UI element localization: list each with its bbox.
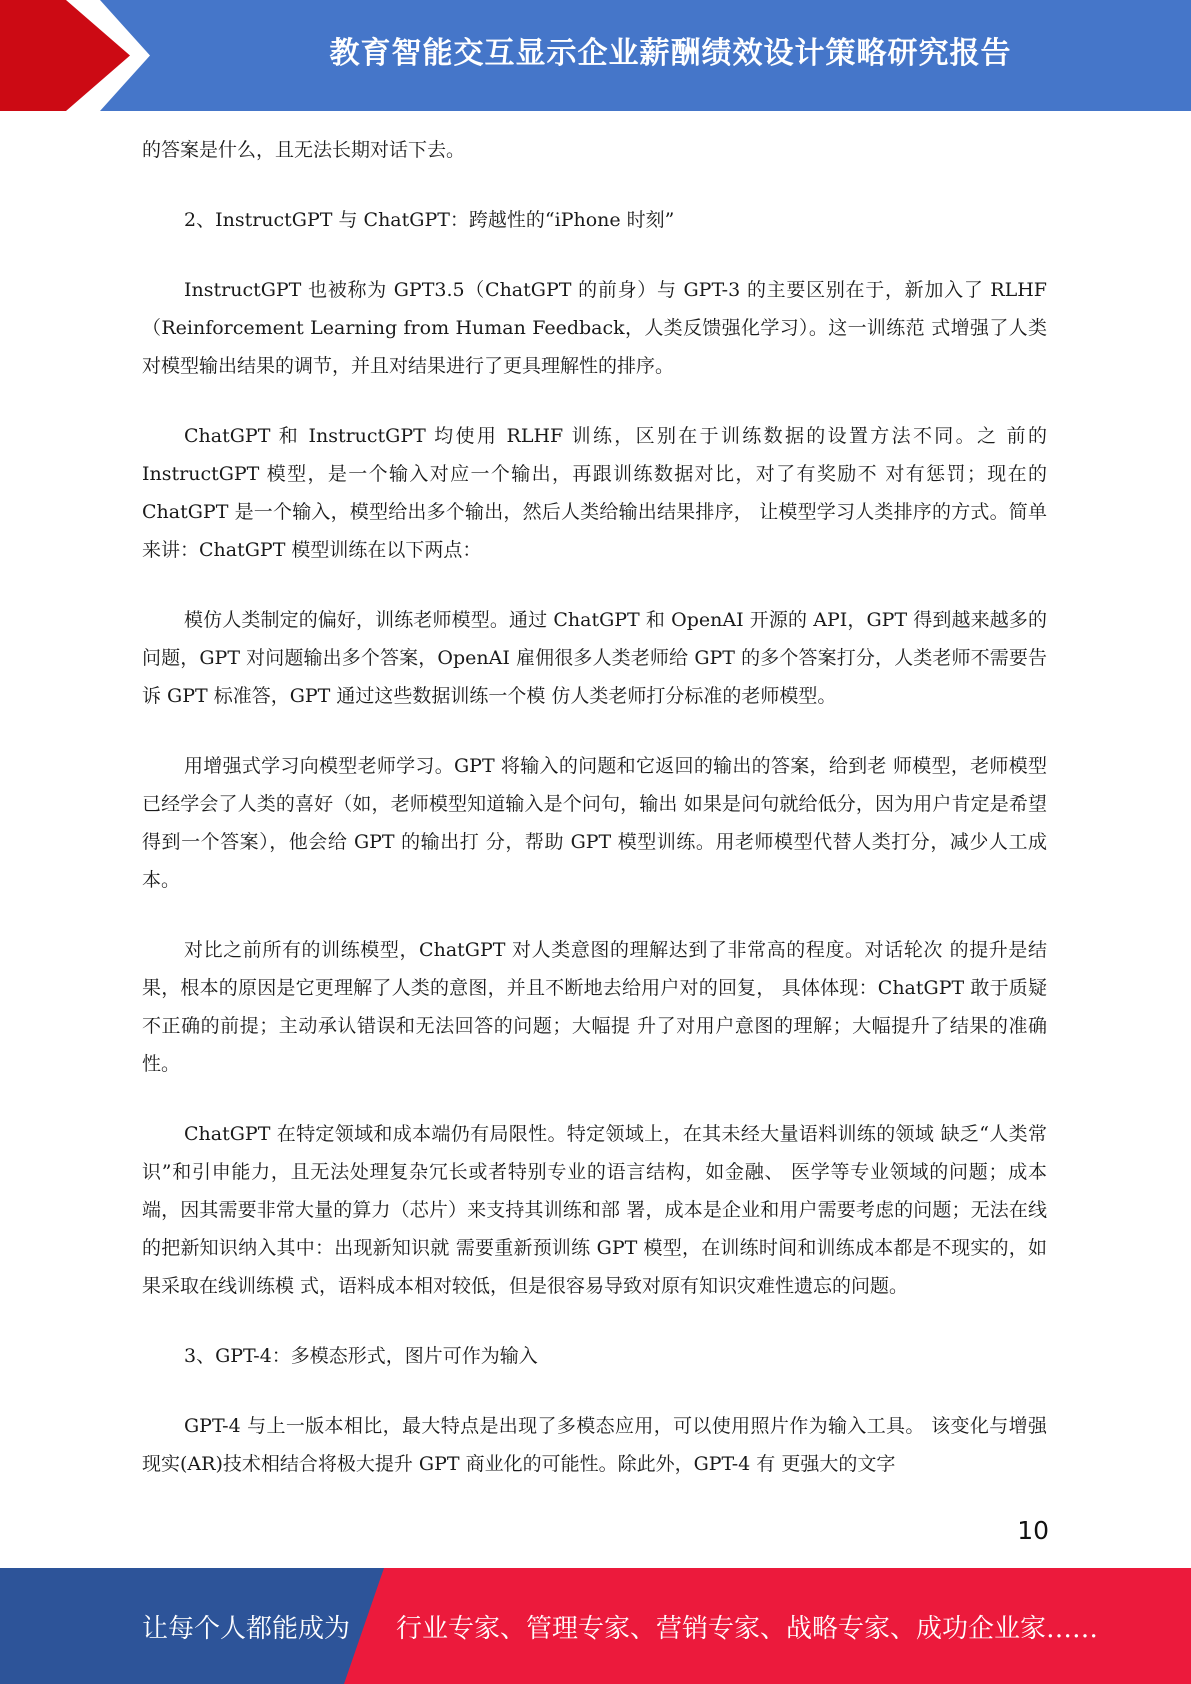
footer-slogan-left: 让每个人都能成为 bbox=[142, 1613, 351, 1644]
header-chevron-decoration bbox=[0, 0, 160, 111]
paragraph-gpt4-multimodal: GPT-4 与上一版本相比，最大特点是出现了多模态应用，可以使用照片作为输入工具。 该变化与增强现实(AR)技术相结合将极大提升 GPT 商业化的可能性。除此外，GPT-4 有 更强大的文字 bbox=[142, 1415, 1047, 1475]
paragraph-reinforcement-learning: 用增强式学习向模型老师学习。GPT 将输入的问题和它返回的输出的答案，给到老 师模型，老师模型已经学会了人类的喜好（如，老师模型知道输入是个问句，输出 如果是问句就给低分，因为用户肯定是希望得到一个答案），他会给 GPT 的输出打 分，帮助 GPT 模型训练。用老师模型代替人类打分，减少人工成本。 bbox=[142, 755, 1047, 891]
page-footer bbox=[0, 1568, 1191, 1684]
paragraph-continuation: 的答案是什么，且无法长期对话下去。 bbox=[142, 139, 466, 161]
page-header bbox=[0, 0, 1191, 111]
section-heading-instructgpt: 2、InstructGPT 与 ChatGPT：跨越性的“iPhone 时刻” bbox=[184, 209, 675, 231]
paragraph-instructgpt-rlhf: InstructGPT 也被称为 GPT3.5（ChatGPT 的前身）与 GPT-3 的主要区别在于，新加入了 RLHF（Reinforcement Learning from Human Feedback，人类反馈强化学习）。这一训练范 式增强了人类对模型输出结果的调节，并且对结果进行了更具理解性的排序。 bbox=[142, 279, 1047, 377]
footer-slogan-right: 行业专家、管理专家、营销专家、战略专家、成功企业家…… bbox=[396, 1613, 1099, 1644]
paragraph-teacher-model: 模仿人类制定的偏好，训练老师模型。通过 ChatGPT 和 OpenAI 开源的 API，GPT 得到越来越多的问题，GPT 对问题输出多个答案，OpenAI 雇佣很多人类老师给 GPT 的多个答案打分，人类老师不需要告诉 GPT 标准答，GPT 通过这些数据训练一个模 仿人类老师打分标准的老师模型。 bbox=[142, 609, 1047, 707]
paragraph-intent-understanding: 对比之前所有的训练模型，ChatGPT 对人类意图的理解达到了非常高的程度。对话轮次 的提升是结果，根本的原因是它更理解了人类的意图，并且不断地去给用户对的回复， 具体体现：ChatGPT 敢于质疑不正确的前提；主动承认错误和无法回答的问题；大幅提 升了对用户意图的理解；大幅提升了结果的准确性。 bbox=[142, 939, 1047, 1075]
section-heading-gpt4: 3、GPT-4：多模态形式，图片可作为输入 bbox=[184, 1345, 538, 1367]
paragraph-chatgpt-training: ChatGPT 和 InstructGPT 均使用 RLHF 训练，区别在于训练数据的设置方法不同。之 前的 InstructGPT 模型，是一个输入对应一个输出，再跟训练数据对比，对了有奖励不 对有惩罚；现在的 ChatGPT 是一个输入，模型给出多个输出，然后人类给输出结果排序， 让模型学习人类排序的方式。简单来讲：ChatGPT 模型训练在以下两点： bbox=[142, 425, 1047, 561]
document-body bbox=[142, 131, 1047, 1483]
report-title: 教育智能交互显示企业薪酬绩效设计策略研究报告 bbox=[329, 36, 1012, 71]
page-number: 10 bbox=[1017, 1516, 1049, 1545]
paragraph-limitations: ChatGPT 在特定领域和成本端仍有局限性。特定领域上，在其未经大量语料训练的领域 缺乏“人类常识”和引申能力，且无法处理复杂冗长或者特别专业的语言结构，如金融、 医学等专业领域的问题；成本端，因其需要非常大量的算力（芯片）来支持其训练和部 署，成本是企业和用户需要考虑的问题；无法在线的把新知识纳入其中：出现新知识就 需要重新预训练 GPT 模型，在训练时间和训练成本都是不现实的，如果采取在线训练模 式，语料成本相对较低，但是很容易导致对原有知识灾难性遗忘的问题。 bbox=[142, 1123, 1047, 1297]
